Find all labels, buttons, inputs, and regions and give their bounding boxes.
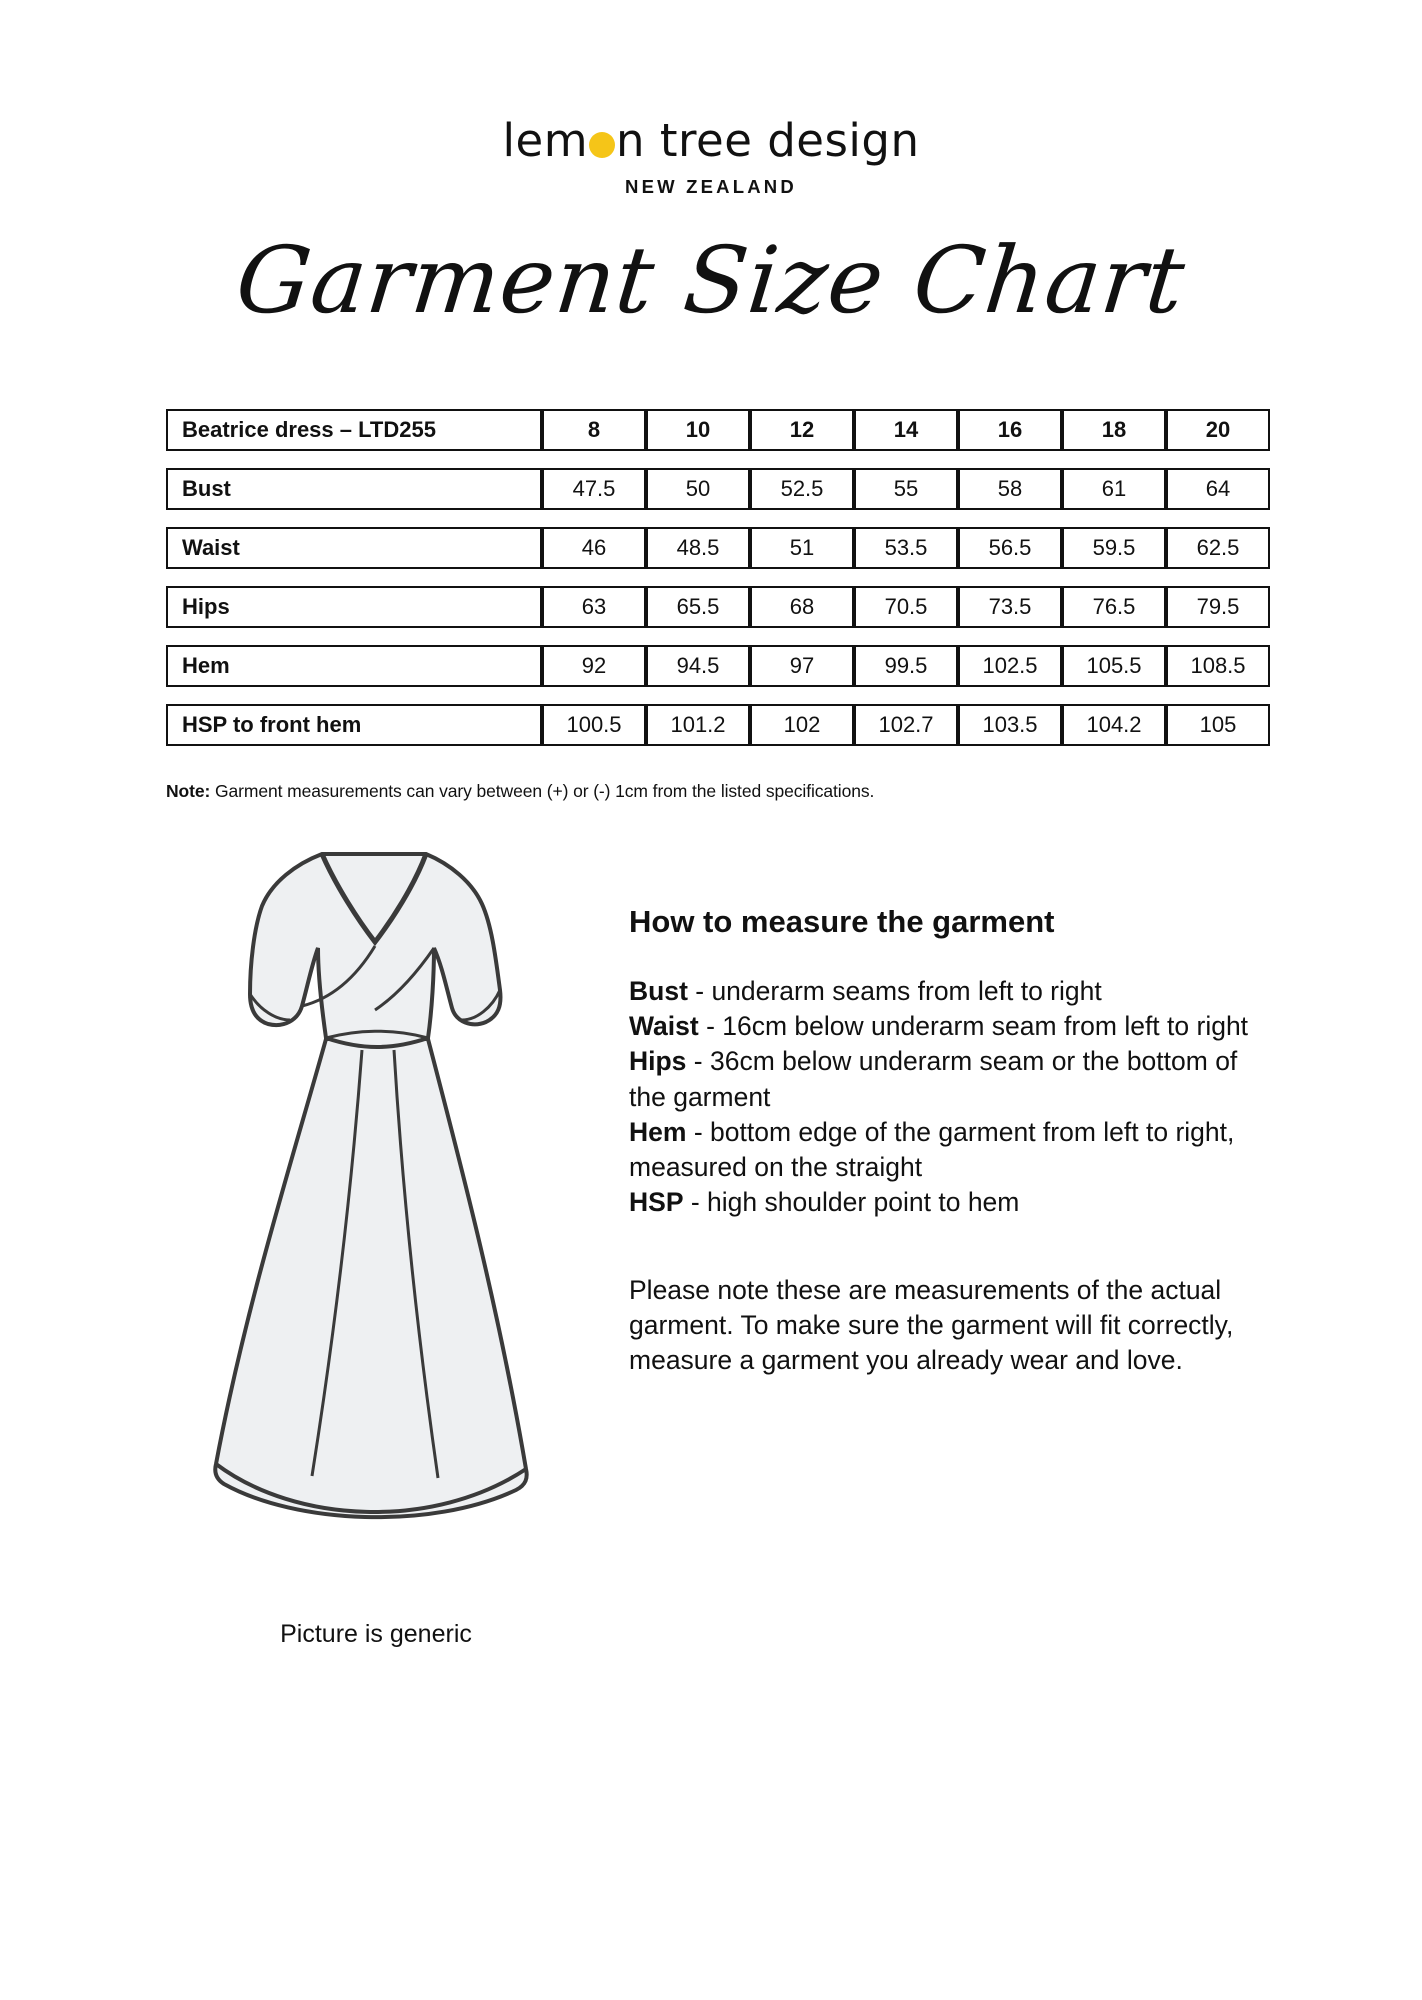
measure-value: 63 (542, 586, 646, 628)
measure-value: 102.5 (958, 645, 1062, 687)
measure-value: 61 (1062, 468, 1166, 510)
how-to-measure-heading: How to measure the garment (629, 904, 1055, 939)
size-chart-body (166, 409, 1270, 746)
measure-term: HSP (629, 1187, 684, 1218)
note-text: Garment measurements can vary between (+) or (-) 1cm from the listed specifications. (210, 781, 875, 801)
measure-value: 62.5 (1166, 527, 1270, 569)
list-item (629, 974, 1281, 1009)
measure-value: 59.5 (1062, 527, 1166, 569)
page-title-wrap (0, 206, 1422, 356)
list-item (629, 1044, 1281, 1114)
measure-value: 108.5 (1166, 645, 1270, 687)
measure-value: 53.5 (854, 527, 958, 569)
size-chart-table (166, 392, 1270, 763)
measure-value: 100.5 (542, 704, 646, 746)
table-row (166, 704, 1270, 746)
measure-desc: - underarm seams from left to right (687, 976, 1102, 1006)
measure-desc: - 36cm below underarm seam or the bottom of the garment (629, 1046, 1238, 1112)
size-header-cell: 16 (958, 409, 1062, 451)
measure-value: 52.5 (750, 468, 854, 510)
measure-value: 51 (750, 527, 854, 569)
measure-value: 76.5 (1062, 586, 1166, 628)
table-row (166, 468, 1270, 510)
page-title: Garment Size Chart (231, 227, 1191, 334)
measure-value: 92 (542, 645, 646, 687)
measure-value: 104.2 (1062, 704, 1166, 746)
size-chart-table-wrap (166, 392, 1256, 763)
size-header-cell: 12 (750, 409, 854, 451)
measure-value: 94.5 (646, 645, 750, 687)
closing-note: Please note these are measurements of the actual garment. To make sure the garment will fit correctly, measure a garment you already wear and love. (629, 1274, 1234, 1376)
measure-label: Hem (166, 645, 542, 687)
measure-value: 46 (542, 527, 646, 569)
measure-label: Hips (166, 586, 542, 628)
brand-name-part2: n tree design (616, 114, 920, 167)
list-item (629, 1185, 1281, 1220)
how-to-measure-col (611, 824, 1281, 1378)
measure-value: 105 (1166, 704, 1270, 746)
table-header-row (166, 409, 1270, 451)
list-item (629, 1009, 1281, 1044)
brand-country: NEW ZEALAND (625, 176, 797, 197)
measure-value: 47.5 (542, 468, 646, 510)
measure-term: Bust (629, 976, 688, 1006)
measure-value: 58 (958, 468, 1062, 510)
size-header-cell: 8 (542, 409, 646, 451)
measure-term: Hem (629, 1116, 687, 1147)
measure-value: 105.5 (1062, 645, 1166, 687)
garment-illustration-col (141, 824, 611, 1649)
measure-value: 103.5 (958, 704, 1062, 746)
brand-name-part1: lem (502, 114, 589, 167)
table-row (166, 586, 1270, 628)
measure-term: Waist (629, 1011, 699, 1042)
measure-value: 97 (750, 645, 854, 687)
measure-desc: - high shoulder point to hem (683, 1187, 1020, 1218)
measure-value: 102.7 (854, 704, 958, 746)
lemon-dot-icon (589, 132, 615, 158)
measure-value: 65.5 (646, 586, 750, 628)
picture-caption: Picture is generic (280, 1620, 472, 1648)
measure-value: 68 (750, 586, 854, 628)
measure-value: 64 (1166, 468, 1270, 510)
dress-illustration (176, 824, 576, 1614)
measure-desc: - 16cm below underarm seam from left to right (698, 1011, 1249, 1042)
measure-value: 102 (750, 704, 854, 746)
measure-value: 99.5 (854, 645, 958, 687)
brand-header (0, 0, 1422, 198)
table-row (166, 645, 1270, 687)
measure-value: 56.5 (958, 527, 1062, 569)
measure-value: 73.5 (958, 586, 1062, 628)
size-header-cell: 20 (1166, 409, 1270, 451)
table-row-header: Beatrice dress – LTD255 (166, 409, 542, 451)
measure-value: 101.2 (646, 704, 750, 746)
list-item (629, 1115, 1281, 1185)
measure-value: 70.5 (854, 586, 958, 628)
size-header-cell: 10 (646, 409, 750, 451)
measure-label: HSP to front hem (166, 704, 542, 746)
measure-term: Hips (629, 1046, 687, 1077)
table-row (166, 527, 1270, 569)
size-header-cell: 18 (1062, 409, 1166, 451)
measure-label: Bust (166, 468, 542, 510)
lower-section (141, 824, 1281, 1649)
measure-desc: - bottom edge of the garment from left to right, measured on the straight (629, 1116, 1235, 1183)
how-to-measure-list (629, 974, 1281, 1221)
note-label: Note: (166, 781, 211, 801)
measure-value: 55 (854, 468, 958, 510)
measure-value: 48.5 (646, 527, 750, 569)
size-header-cell: 14 (854, 409, 958, 451)
measurement-note (166, 781, 1256, 802)
brand-name (502, 114, 920, 167)
measure-value: 79.5 (1166, 586, 1270, 628)
measure-value: 50 (646, 468, 750, 510)
measure-label: Waist (166, 527, 542, 569)
